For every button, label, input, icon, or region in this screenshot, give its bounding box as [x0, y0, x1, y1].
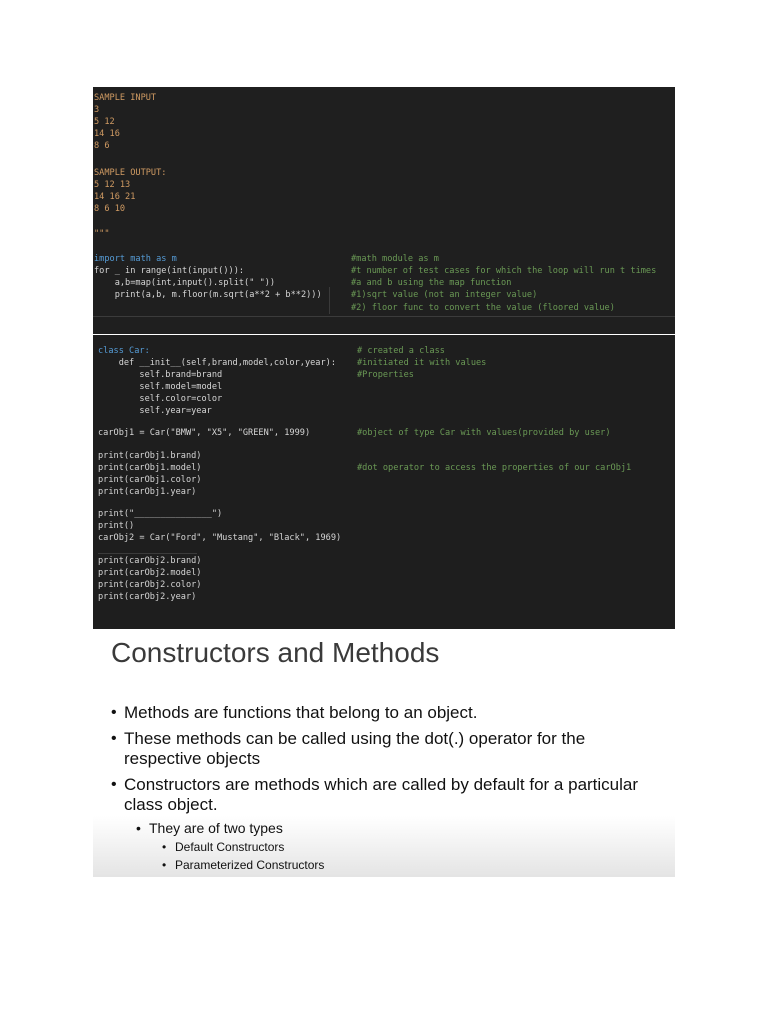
code-comment: #1)sqrt value (not an integer value) [351, 290, 538, 300]
output-line: 8 6 10 [94, 204, 126, 214]
code-line: a,b=map(int,input().split(" ")) [94, 278, 276, 288]
print-line: print(carObj2.color) [98, 580, 202, 590]
code-comment: #math module as m [351, 254, 439, 264]
print-line: print(carObj2.year) [98, 592, 197, 602]
bullet-text: respective objects [124, 749, 261, 768]
print-line: print(carObj2.brand) [98, 556, 202, 566]
divider [98, 553, 197, 554]
code-screenshot-2 [93, 335, 675, 629]
code-line: import math as m [94, 254, 177, 264]
sub-sub-bullet-text: Default Constructors [175, 840, 285, 854]
class-line: def __init__(self,brand,model,color,year): [98, 358, 336, 368]
bullet-icon: • [162, 840, 167, 854]
divider [93, 316, 675, 317]
code-line: for _ in range(int(input())): [94, 266, 245, 276]
obj1-line: carObj1 = Car("BMW", "X5", "GREEN", 1999) [98, 428, 311, 438]
bullet-icon: • [136, 820, 141, 836]
class-line: self.brand=brand [98, 370, 223, 380]
print-line: print(carObj2.model) [98, 568, 202, 578]
bullet-icon: • [162, 858, 167, 872]
bullet-text: These methods can be called using the dot(.) operator for the [124, 729, 586, 748]
docstring-end: """ [94, 229, 110, 239]
sub-sub-bullet-text: Parameterized Constructors [175, 858, 325, 872]
code-comment: #a and b using the map function [351, 278, 512, 288]
obj2-line: carObj2 = Car("Ford", "Mustang", "Black", 1969) [98, 533, 342, 543]
indent-guide [329, 287, 330, 314]
print-line: print(carObj1.brand) [98, 451, 202, 461]
sample-input-label: SAMPLE INPUT [94, 93, 157, 103]
print-line: print(carObj1.year) [98, 487, 197, 497]
code-line: print(a,b, m.floor(m.sqrt(a**2 + b**2))) [94, 290, 322, 300]
input-line: 5 12 [94, 117, 115, 127]
code-comment: #2) floor func to convert the value (floored value) [351, 303, 615, 313]
class-line: class Car: [98, 346, 150, 356]
slide-title: Constructors and Methods [111, 637, 440, 668]
output-line: 5 12 13 [94, 180, 131, 190]
code-comment: #initiated it with values [357, 358, 487, 368]
print-line: print() [98, 521, 135, 531]
print-line: print(carObj1.color) [98, 475, 202, 485]
bullet-text: Methods are functions that belong to an object. [124, 703, 478, 722]
code-screenshot-1 [93, 87, 675, 334]
input-line: 14 16 [94, 129, 120, 139]
print-line: print(carObj1.model) [98, 463, 202, 473]
code-comment: #Properties [357, 370, 414, 380]
bullet-text: class object. [124, 795, 218, 814]
bullet-icon: • [111, 730, 117, 747]
class-line: self.year=year [98, 406, 212, 416]
bullet-icon: • [111, 776, 117, 793]
class-line: self.color=color [98, 394, 223, 404]
code-comment: #object of type Car with values(provided by user) [357, 428, 611, 438]
class-line: self.model=model [98, 382, 223, 392]
output-line: 14 16 21 [94, 192, 136, 202]
print-line: print("_______________") [98, 509, 223, 519]
sub-bullet-text: They are of two types [149, 820, 283, 836]
code-comment: #t number of test cases for which the loop will run t times [351, 266, 657, 276]
code-comment: # created a class [357, 346, 445, 356]
input-line: 3 [94, 105, 100, 115]
bullet-text: Constructors are methods which are called by default for a particular [124, 775, 639, 794]
sample-output-label: SAMPLE OUTPUT: [94, 168, 167, 178]
bullet-icon: • [111, 704, 117, 721]
input-line: 8 6 [94, 141, 110, 151]
code-comment: #dot operator to access the properties of our carObj1 [357, 463, 632, 473]
